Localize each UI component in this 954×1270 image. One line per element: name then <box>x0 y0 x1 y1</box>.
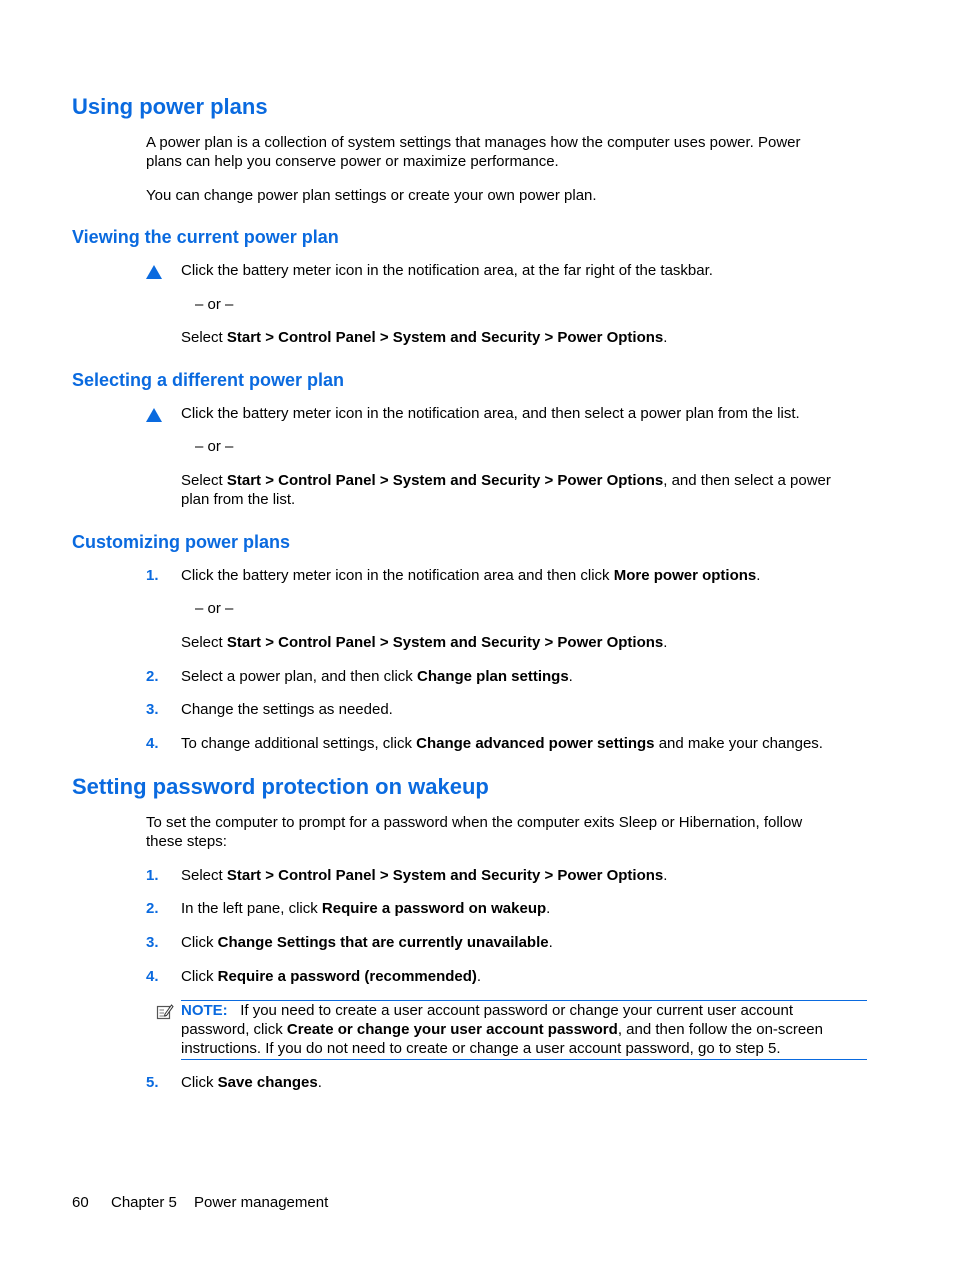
note-label: NOTE: <box>181 1002 228 1019</box>
footer-chapter: Chapter 5 <box>111 1194 177 1211</box>
note-line: NOTE: If you need to create a user account password or change your current user account <box>181 1002 794 1019</box>
heading-selecting-power-plan: Selecting a different power plan <box>72 370 345 390</box>
heading-viewing-current-power-plan: Viewing the current power plan <box>72 227 339 247</box>
step-number: 2. <box>146 668 159 685</box>
or-separator: – or – <box>195 600 234 617</box>
heading-using-power-plans: Using power plans <box>72 94 268 119</box>
step-number: 3. <box>146 701 159 718</box>
heading-password-protection: Setting password protection on wakeup <box>72 774 489 799</box>
menu-path: Start > Control Panel > System and Security > Power Options <box>226 472 664 489</box>
paragraph: You can change power plan settings or create your own power plan. <box>146 187 597 204</box>
menu-path: Start > Control Panel > System and Security > Power Options <box>226 867 664 884</box>
step-text: Select a power plan, and then click Change plan settings. <box>181 668 573 685</box>
or-separator: – or – <box>195 438 234 455</box>
page-number: 60 <box>72 1194 89 1211</box>
note-line: password, click Create or change your user account password, and then follow the on-screen <box>181 1021 823 1038</box>
menu-path-line: Select Start > Control Panel > System and Security > Power Options. <box>181 867 668 884</box>
paragraph-line: these steps: <box>146 833 227 850</box>
paragraph-line: A power plan is a collection of system settings that manages how the computer uses power. Power <box>146 134 801 151</box>
step-number: 2. <box>146 900 159 917</box>
triangle-bullet-icon <box>146 408 162 422</box>
bullet-text: Click the battery meter icon in the notification area, and then select a power plan from the list. <box>181 405 800 422</box>
paragraph-line: plans can help you conserve power or maximize performance. <box>146 153 559 170</box>
note-pencil-icon <box>156 1003 174 1021</box>
step-number: 3. <box>146 934 159 951</box>
step-number: 4. <box>146 735 159 752</box>
triangle-bullet-icon <box>146 265 162 279</box>
step-text: Change the settings as needed. <box>181 701 393 718</box>
paragraph-line: To set the computer to prompt for a password when the computer exits Sleep or Hibernation, follow <box>146 814 803 831</box>
heading-customizing-power-plans: Customizing power plans <box>72 532 291 552</box>
step-text: Click Change Settings that are currently unavailable. <box>181 934 553 951</box>
or-separator: – or – <box>195 296 234 313</box>
step-text: To change additional settings, click Change advanced power settings and make your changes. <box>181 735 823 752</box>
bullet-text: Click the battery meter icon in the notification area, at the far right of the taskbar. <box>181 262 713 279</box>
step-number: 1. <box>146 567 159 584</box>
footer-title: Power management <box>194 1194 329 1211</box>
step-text: Click Save changes. <box>181 1074 322 1091</box>
menu-path-line: Select Start > Control Panel > System and Security > Power Options. <box>181 634 668 651</box>
menu-path: Start > Control Panel > System and Security > Power Options <box>226 634 664 651</box>
menu-path-line: Select Start > Control Panel > System and Security > Power Options, and then select a power <box>181 472 831 489</box>
step-number: 4. <box>146 968 159 985</box>
menu-path: Start > Control Panel > System and Security > Power Options <box>226 329 664 346</box>
step-number: 5. <box>146 1074 159 1091</box>
step-number: 1. <box>146 867 159 884</box>
step-text: In the left pane, click Require a password on wakeup. <box>181 900 551 917</box>
step-text: Click the battery meter icon in the notification area and then click More power options. <box>181 567 761 584</box>
menu-path-line: Select Start > Control Panel > System and Security > Power Options. <box>181 329 668 346</box>
note-line: instructions. If you do not need to create or change a user account password, go to step 5. <box>181 1040 781 1057</box>
menu-path-line-cont: plan from the list. <box>181 491 296 508</box>
step-text: Click Require a password (recommended). <box>181 968 482 985</box>
